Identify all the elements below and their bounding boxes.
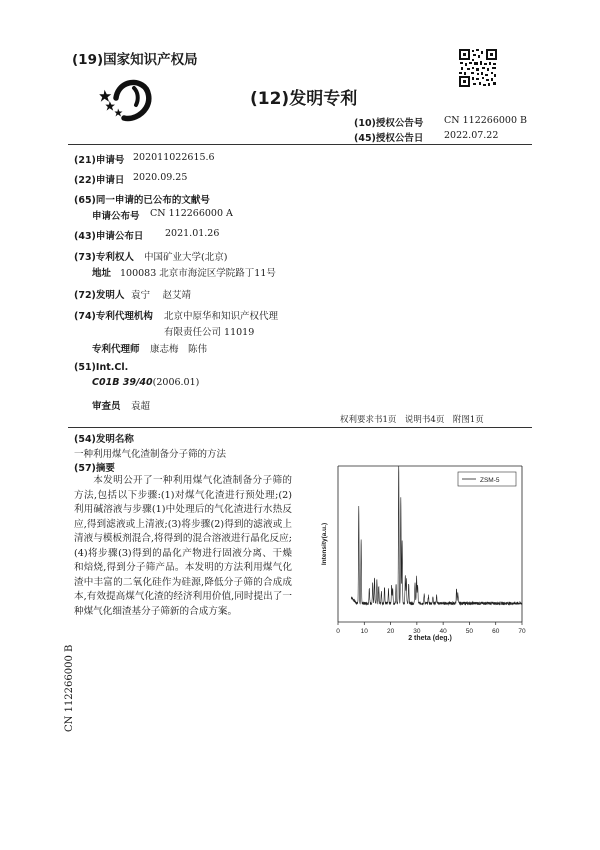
abstract-label: (57)摘要 <box>74 463 115 474</box>
pub-date: 2021.01.26 <box>165 228 220 239</box>
page-counts: 权利要求书1页 说明书4页 附图1页 <box>340 415 484 425</box>
examiner-label: 审查员 <box>92 401 121 412</box>
app-no: 202011022615.6 <box>133 152 215 163</box>
xrd-chart <box>300 456 536 644</box>
document-type: (12)发明专利 <box>250 89 358 109</box>
cnipa-logo-icon <box>94 74 160 130</box>
x-tick-label: 0 <box>336 628 340 635</box>
pub-no-label: 申请公布号 <box>92 211 140 222</box>
agency-label: (74)专利代理机构 <box>74 311 153 322</box>
issuing-office: (19)国家知识产权局 <box>72 52 198 68</box>
x-tick-label: 30 <box>413 628 421 635</box>
ipc-label: (51)Int.Cl. <box>74 362 129 373</box>
legend-label: ZSM-5 <box>480 477 500 484</box>
examiner: 袁超 <box>131 401 151 412</box>
chart-legend <box>458 472 516 486</box>
grant-pub-no-label: (10)授权公告号 <box>354 118 424 129</box>
grant-pub-date-label: (45)授权公告日 <box>354 133 424 144</box>
qr-code-icon <box>458 48 498 88</box>
agents: 康志梅 陈伟 <box>150 344 208 355</box>
app-date-label: (22)申请日 <box>74 175 125 186</box>
grant-pub-no: CN 112266000 B <box>444 115 527 126</box>
pub-date-label: (43)申请公布日 <box>74 231 144 242</box>
address-label: 地址 <box>92 268 112 279</box>
patentee-label: (73)专利权人 <box>74 252 134 263</box>
agent-label: 专利代理师 <box>92 344 140 355</box>
x-tick-label: 70 <box>518 628 526 635</box>
agency-line2: 有限责任公司 11019 <box>164 327 255 338</box>
inventors: 袁宁 赵艾靖 <box>131 290 192 301</box>
app-date: 2020.09.25 <box>133 172 188 183</box>
header-divider <box>68 144 532 145</box>
app-no-label: (21)申请号 <box>74 155 125 166</box>
title-label: (54)发明名称 <box>74 434 134 445</box>
y-axis-label: Intensity(a.u.) <box>321 522 328 566</box>
patentee: 中国矿业大学(北京) <box>144 252 228 263</box>
x-axis-label: 2 theta (deg.) <box>408 635 452 642</box>
address: 100083 北京市海淀区学院路丁11号 <box>120 268 276 279</box>
ipc-classification <box>92 377 199 388</box>
x-tick-label: 60 <box>492 628 500 635</box>
agency-line1: 北京中原华和知识产权代理 <box>164 311 279 322</box>
ipc-code: C01B 39/40 <box>92 377 153 388</box>
x-tick-label: 20 <box>386 628 395 635</box>
abstract-text: 本发明公开了一种利用煤气化渣制备分子筛的方法,包括以下步骤:(1)对煤气化渣进行预处理;(2)利用碱溶液与步骤(1)中处理后的气化渣进行水热反应,得到滤液或上清液;(3)将步骤(2)得到的滤液或上清液与模板剂混合,将得到的混合溶液进行晶化反应;(4)将步骤(3)得到的晶化产物进行固液分离、干燥和焙烧,得到分子筛产品。本发明的方法利用煤气化渣中丰富的二氧化硅作为硅源,降低分子筛的合成成本,有效提高煤气化渣的经济利用价值,同时提出了一种煤气化细渣基分子筛新的合成方案。 <box>74 475 292 617</box>
prior-pub-label: (65)同一申请的已公布的文献号 <box>74 195 210 206</box>
invention-title: 一种利用煤气化渣制备分子筛的方法 <box>74 449 227 460</box>
x-tick-label: 10 <box>360 628 368 635</box>
inventor-label: (72)发明人 <box>74 290 125 301</box>
x-tick-label: 50 <box>465 628 474 635</box>
grant-pub-date: 2022.07.22 <box>444 130 499 141</box>
side-publication-number: CN 112266000 B <box>64 644 75 732</box>
biblio-divider <box>68 427 532 428</box>
pub-no: CN 112266000 A <box>150 208 233 219</box>
x-tick-label: 40 <box>439 628 447 635</box>
ipc-version: (2006.01) <box>152 377 200 388</box>
